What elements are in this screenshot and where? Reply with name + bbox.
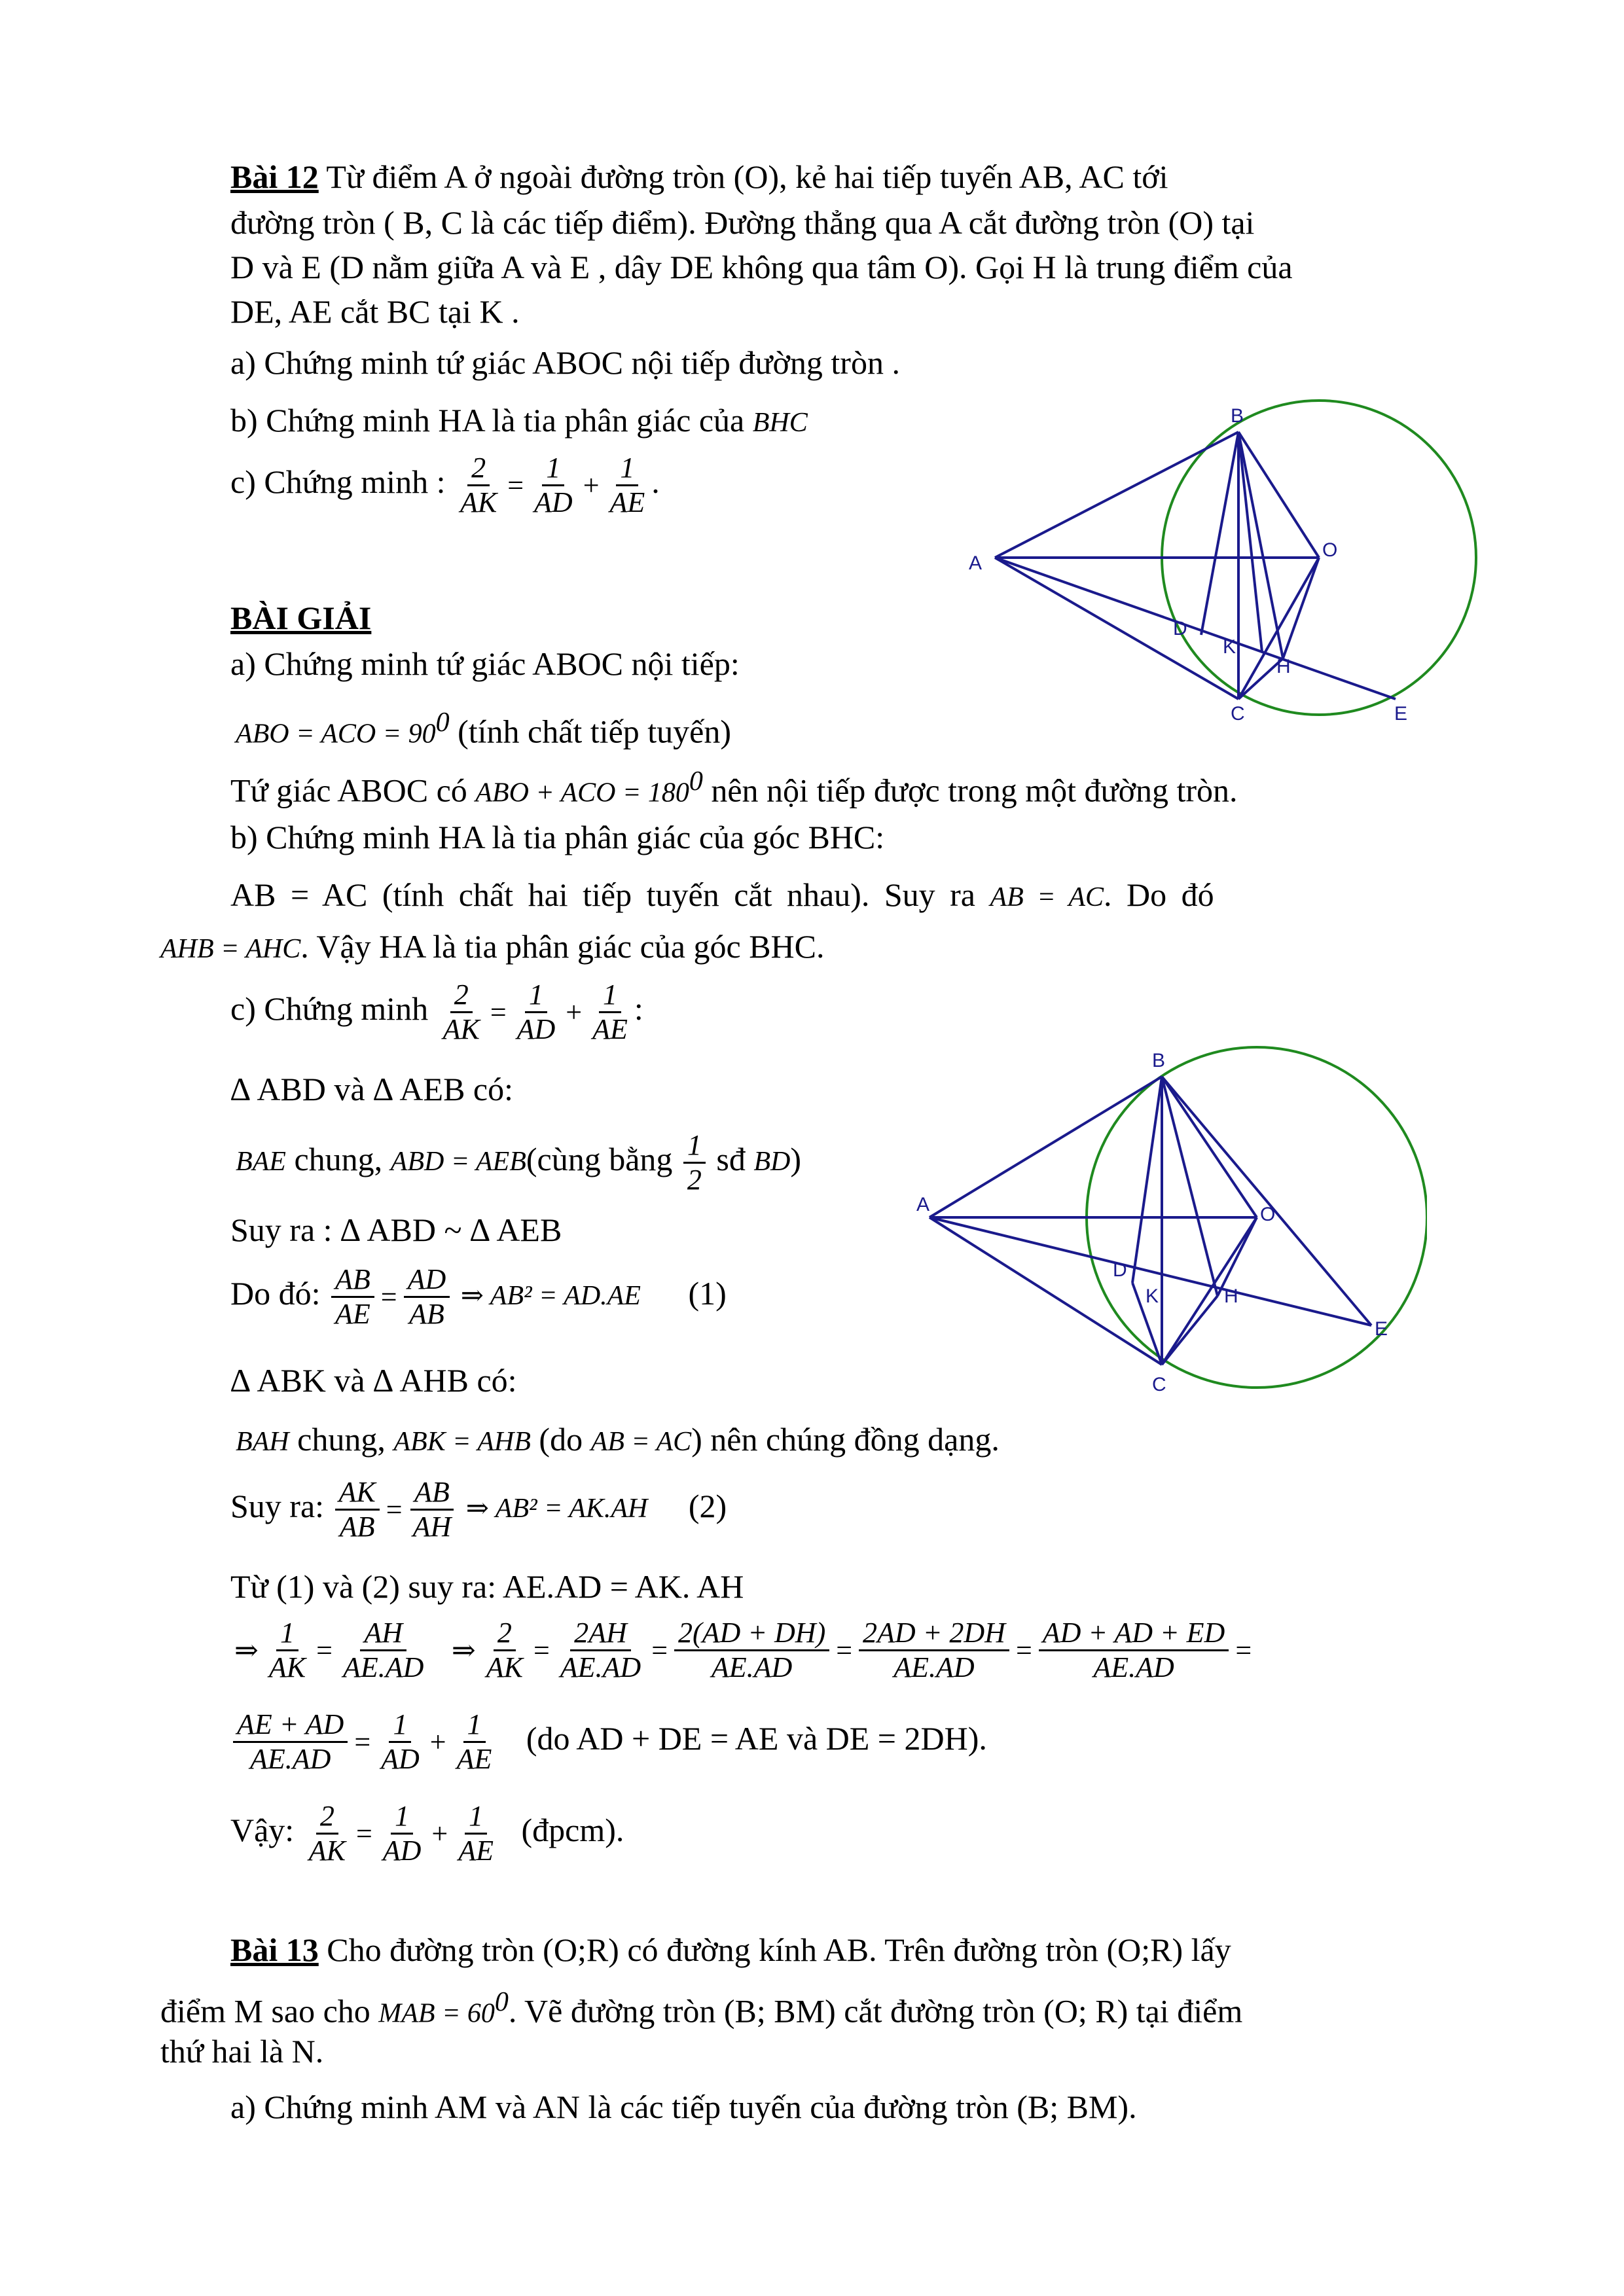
- b-l2-post: . Vậy HA là tia phân giác của góc BHC.: [300, 928, 825, 965]
- label-D: D: [1173, 618, 1187, 639]
- c-title: c) Chứng minh: [230, 990, 429, 1027]
- label-A-2: A: [916, 1194, 930, 1215]
- b-l1-post: . Do đó: [1104, 876, 1214, 913]
- bai12-question-c: c) Chứng minh : $\frac{2}{AK}$ = $\frac{1}{AD}$ + $\frac{1}{AE}$ .: [230, 452, 660, 518]
- bai12-line1: [230, 154, 1168, 199]
- bai12-qc-text: c) Chứng minh :: [230, 463, 446, 500]
- bai13-question-a: a) Chứng minh AM và AN là các tiếp tuyến của đường tròn (B; BM).: [230, 2089, 1137, 2125]
- label-K-2: K: [1146, 1285, 1159, 1307]
- bai13-l2-sup: 0: [494, 1987, 509, 2017]
- a-reason: (tính chất tiếp tuyến): [458, 713, 731, 750]
- c-l2-e: AB = AC: [590, 1427, 692, 1457]
- a-l2-pre: Tứ giác ABOC có: [230, 772, 467, 809]
- label-H: H: [1276, 656, 1291, 677]
- angle-bhc: BHC: [752, 408, 808, 438]
- bai12-question-a: a) Chứng minh tứ giác ABOC nội tiếp đường tròn .: [230, 344, 900, 381]
- c-l1-b: chung,: [294, 1140, 383, 1177]
- c-sim: Suy ra : ∆ ABD ~ ∆ AEB: [230, 1211, 562, 1248]
- c-eq2: Suy ra: $\frac{AK}{AB}$ = $\frac{AB}{AH}$ ⇒ AB² = AK.AH (2): [230, 1476, 727, 1543]
- c-tri2: ∆ ABK và ∆ AHB có:: [230, 1362, 517, 1399]
- frac-1-ad: $\frac{1}{AD}$: [534, 452, 573, 518]
- bai12-qb-text: b) Chứng minh HA là tia phân giác của: [230, 402, 745, 439]
- bai12-question-b: [230, 398, 808, 445]
- label-B: B: [1231, 405, 1244, 427]
- bai13-title: Bài 13: [230, 1931, 319, 1968]
- c-eq1: Do đó: $\frac{AB}{AE}$ = $\frac{AD}{AB}$ ⇒ AB² = AD.AE (1): [230, 1263, 727, 1330]
- bai13-l1: Cho đường tròn (O;R) có đường kính AB. Trên đường tròn (O;R) lấy: [327, 1931, 1231, 1968]
- solution-c-title: c) Chứng minh $\frac{2}{AK}$ = $\frac{1}{AD}$ + $\frac{1}{AE}$ :: [230, 978, 643, 1045]
- c-dpcm: (đpcm).: [521, 1811, 624, 1848]
- bai13-l2-post: . Vẽ đường tròn (B; BM) cắt đường tròn (O; R) tại điểm: [508, 1992, 1243, 2030]
- c-tri1: ∆ ABD và ∆ AEB có:: [230, 1071, 514, 1107]
- bai12-intro-l4: DE, AE cắt BC tại K .: [230, 293, 520, 330]
- c-conclusion: Vậy: $\frac{2}{AK}$ = $\frac{1}{AD}$ + $\frac{1}{AE}$ (đpcm).: [230, 1800, 624, 1867]
- solution-b-line2: [160, 924, 825, 971]
- bai13-l2-pre: điểm M sao cho: [160, 1992, 370, 2030]
- bai12-intro-l1: Từ điểm A ở ngoài đường tròn (O), kẻ hai tiếp tuyến AB, AC tới: [326, 158, 1168, 195]
- solution-a-title: a) Chứng minh tứ giác ABOC nội tiếp:: [230, 645, 740, 682]
- c-suy-ra: Suy ra:: [230, 1487, 325, 1524]
- figure-2-lines: [929, 1077, 1371, 1365]
- bai13-l2-eq: MAB = 60: [378, 1998, 495, 2029]
- c-note: (do AD + DE = AE và DE = 2DH).: [526, 1719, 987, 1757]
- figure-2: [916, 1041, 1427, 1401]
- bai13-line2: [160, 1980, 1242, 2036]
- bai12-intro-l2: đường tròn ( B, C là các tiếp điểm). Đường thẳng qua A cắt đường tròn (O) tại: [230, 204, 1255, 241]
- solution-a-line2: [230, 759, 1238, 816]
- bai13-line1: [230, 1928, 1231, 1972]
- b-l2-eq: AHB = AHC: [160, 934, 301, 964]
- bai13-l3: thứ hai là N.: [160, 2033, 324, 2070]
- c-eq1-tag: (1): [688, 1274, 727, 1312]
- solution-b-title: b) Chứng minh HA là tia phân giác của góc BHC:: [230, 819, 885, 855]
- c-l1-a: BAE: [236, 1146, 286, 1177]
- c-l1-g: ): [790, 1140, 802, 1177]
- b-l1: AB = AC (tính chất hai tiếp tuyến cắt nhau). Suy ra: [230, 876, 975, 913]
- c-l2-d: (do: [539, 1421, 583, 1458]
- a-l2-post: nên nội tiếp được trong một đường tròn.: [711, 772, 1238, 809]
- c-l2-a: BAH: [236, 1427, 289, 1457]
- c-eq2-rhs: ⇒ AB² = AK.AH: [465, 1493, 648, 1524]
- a-l2-sup: 0: [689, 766, 703, 797]
- bai12-title: Bài 12: [230, 158, 319, 195]
- label-C: C: [1231, 703, 1245, 725]
- label-C-2: C: [1152, 1374, 1166, 1395]
- c-derivation-1: ⇒ $\frac{1}{AK}$ = $\frac{AH}{AE.AD}$ ⇒ $\frac{2}{AK}$ = $\frac{2AH}{AE.AD}$ = $\frac{2(AD + DH)}{AE.AD}$ = $\frac{2AD + 2DH}{AE.AD}$ = $\frac{AD + AD + ED}{AE.AD}$ =: [234, 1617, 1252, 1683]
- label-B-2: B: [1152, 1050, 1166, 1071]
- figure-1: [969, 386, 1492, 726]
- figure-1-lines: [995, 432, 1396, 699]
- label-O: O: [1322, 539, 1338, 561]
- c-eq2-tag: (2): [688, 1487, 727, 1524]
- c-l2-c: ABK = AHB: [393, 1427, 531, 1457]
- c-derivation-2: $\frac{AE + AD}{AE.AD}$ = $\frac{1}{AD}$ + $\frac{1}{AE}$ (do AD + DE = AE và DE = 2DH).: [230, 1708, 987, 1776]
- c-eq1-rhs: ⇒ AB² = AD.AE: [460, 1280, 641, 1311]
- frac-2-ak: $\frac{2}{AK}$: [460, 452, 497, 518]
- solution-heading: BÀI GIẢI: [230, 600, 372, 636]
- label-A: A: [969, 552, 983, 574]
- c-vay: Vậy:: [230, 1811, 295, 1848]
- c-l1-e: sđ: [716, 1140, 746, 1177]
- label-E: E: [1394, 703, 1408, 725]
- solution-a-line1: [236, 700, 731, 757]
- solution-b-line1: [230, 872, 1214, 920]
- c-line1: BAE chung, ABD = AEB(cùng bằng $\frac{1}{2}$ sđ BD): [236, 1129, 802, 1196]
- a-l2-eq: ABO + ACO = 180: [475, 778, 689, 808]
- a-eq: ABO = ACO = 90: [236, 719, 436, 749]
- c-l1-f: BD: [753, 1146, 791, 1177]
- label-O-2: O: [1260, 1204, 1276, 1225]
- c-from: Từ (1) và (2) suy ra: AE.AD = AK. AH: [230, 1568, 744, 1605]
- c-do-do: Do đó:: [230, 1274, 321, 1312]
- a-eq-sup: 0: [435, 708, 450, 738]
- c-line2: [236, 1417, 1000, 1464]
- bai12-intro-l3: D và E (D nằm giữa A và E , dây DE không qua tâm O). Gọi H là trung điểm của: [230, 249, 1293, 285]
- c-l2-b: chung,: [297, 1421, 386, 1458]
- b-l1-eq: AB = AC: [990, 882, 1104, 912]
- frac-1-ae: $\frac{1}{AE}$: [609, 452, 645, 518]
- label-K: K: [1223, 636, 1236, 658]
- c-l1-d: (cùng bằng: [526, 1140, 673, 1177]
- label-D-2: D: [1113, 1259, 1127, 1281]
- label-H-2: H: [1224, 1285, 1238, 1307]
- label-E-2: E: [1375, 1318, 1388, 1340]
- c-l1-c: ABD = AEB: [390, 1146, 526, 1177]
- c-l2-f: ) nên chúng đồng dạng.: [691, 1421, 1000, 1458]
